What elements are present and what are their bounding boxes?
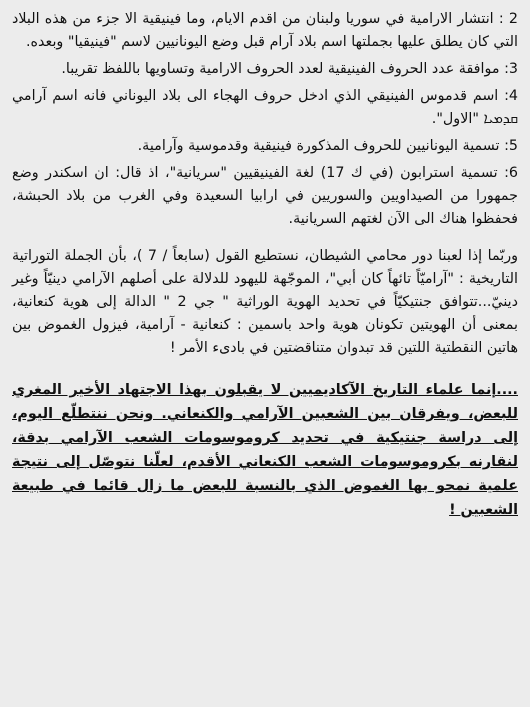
- list-item-5: 5: تسمية اليونانيين للحروف المذكورة فينيقية وقدموسية وآرامية.: [137, 138, 518, 154]
- list-item-6: 6: تسمية استرابون (في ك 17) لغة الفينيقيين "سريانية"، اذ قال: ان اسكندر وضع جمهورا من الصيداويين والسوريين في ارابيا السعيدة وفي الغرب من بلاد الحبشة، فحفظوا هناك الى الآن لغتهم السريانية.: [12, 165, 518, 227]
- bold-underlined-paragraph: ....إنما علماء التاريخ الآكاديميين لا يقبلون بهذا الاجتهاد الأخير المغري للبعض، ويفرقان بين الشعبين الآرامي والكنعاني. ونحن ننتطلّع اليوم، إلى دراسة جنتيكية في تحديد كروموسومات الشعب الآرامي بدقة، لنقارنه بكروموسومات الشعب الكنعاني الأقدم، لعلّنا نتوصّل إلى نتيجة علمية نمحو بها الغموض الذي بالنسبة للبعض ما زال قائما في طبيعة الشعبين !: [12, 382, 518, 518]
- list-item-2: 2 : انتشار الارامية في سوريا ولبنان من اقدم الايام، وما فينيقية الا جزء من هذه البلاد التي كان يطلق عليها بجملتها اسم بلاد آرام قبل وضع اليونانيين لاسم "فينيقيا" وبعده.: [12, 11, 518, 50]
- body-paragraph: وربّما إذا لعبنا دور محامي الشيطان، نستطيع القول (سابعاً / 7 )، بأن الجملة التوراتية التاريخية : "آراميّاً تائهاً كان أبي"، الموجّهة لليهود للدلالة على أصلهم الآرامي دينيّاً وغير دينيّ...تتوافق جنتيكيّاً في تحديد الهوية الوراثية " جي 2 " الدالة إلى هوية كنعانية، بمعنى أن الهويتين تكونان هوية واحد باسمين : كنعانية - آرامية، فيزول الغموض بين هاتين النقطتية اللتين قد تبدوان متناقضتين في بادىء الأمر !: [12, 248, 519, 356]
- list-item-4: 4: اسم قدموس الفينيقي الذي ادخل حروف الهجاء الى بلاد اليوناني فانه اسم آرامي ܩܕܡܝܐ "الاول".: [12, 88, 518, 127]
- list-item-3: 3: موافقة عدد الحروف الفينيقية لعدد الحروف الارامية وتساويها باللفظ تقريبا.: [61, 61, 518, 77]
